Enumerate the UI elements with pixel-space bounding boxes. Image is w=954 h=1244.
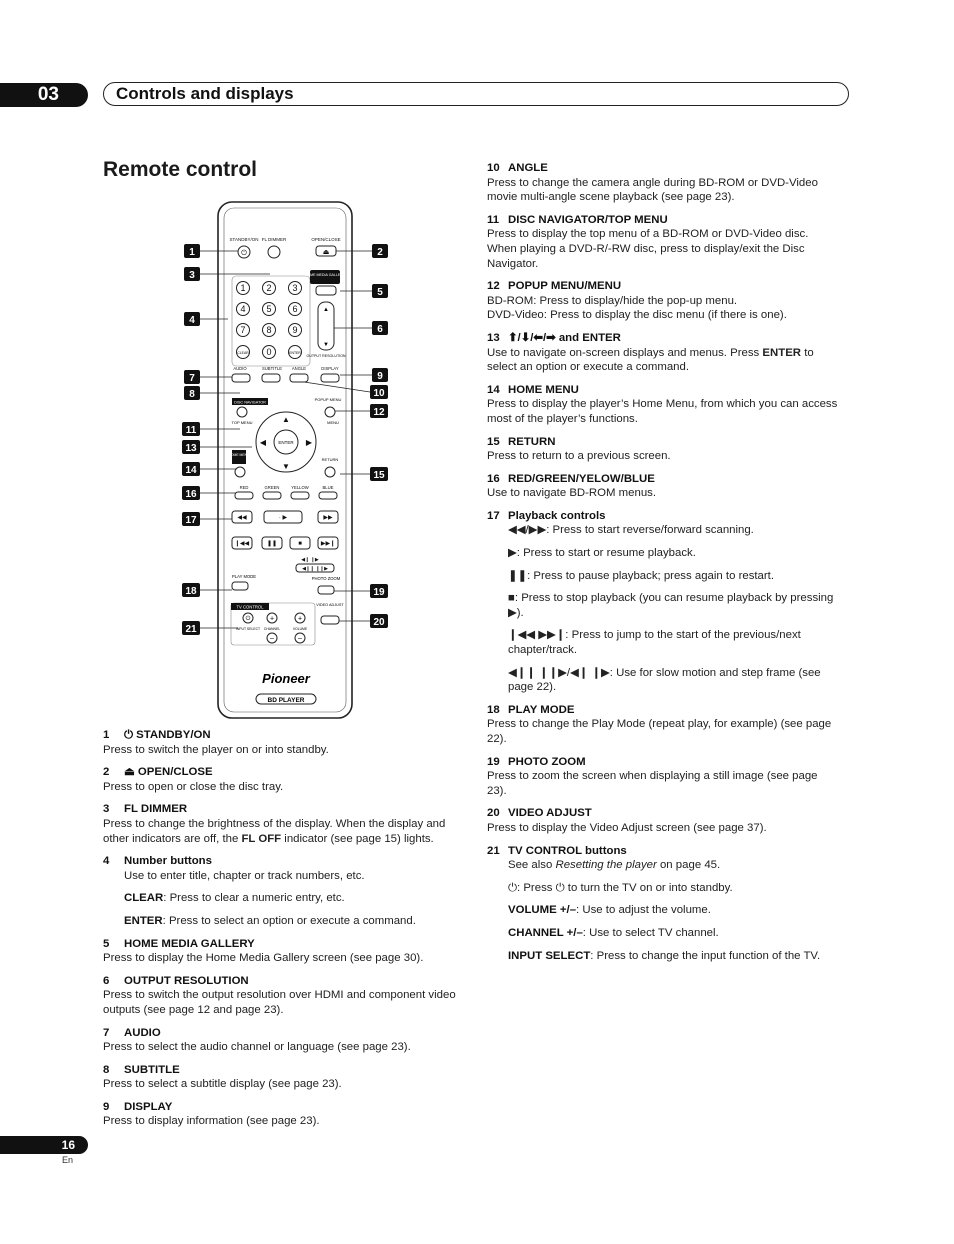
svg-text:ANGLE: ANGLE <box>291 366 307 371</box>
svg-text:▶▶: ▶▶ <box>323 515 333 521</box>
callout-7 <box>184 370 200 384</box>
svg-text:◀❙❙ ❙❙▶: ◀❙❙ ❙❙▶ <box>302 566 328 572</box>
svg-text:2: 2 <box>377 247 383 258</box>
home-media-gallery-label: HOME MEDIA GALLERY <box>304 273 346 277</box>
svg-text:HOME MENU: HOME MENU <box>228 453 250 457</box>
callout-11 <box>182 422 200 436</box>
svg-text:20: 20 <box>373 617 385 628</box>
svg-text:▼: ▼ <box>323 342 329 348</box>
svg-text:⏻: ⏻ <box>241 250 247 257</box>
entry-21: 21 TV CONTROL buttons See also Resetting the player on page 45. ⏻: Press ⏻ to turn the TV on or into standby. VOLUME +/–: Use to adjust the volume. CHANNEL +/–: Use to select TV channel. INPUT SELECT: Press to change the input function of the TV. <box>487 844 821 962</box>
svg-text:6: 6 <box>377 324 383 335</box>
svg-text:RED: RED <box>239 485 249 490</box>
svg-text:21: 21 <box>185 624 197 635</box>
callout-15 <box>370 467 388 481</box>
blue-button <box>319 492 337 499</box>
svg-text:7: 7 <box>240 325 246 335</box>
svg-text:5: 5 <box>377 287 383 298</box>
audio-button <box>232 374 250 382</box>
svg-text:–: – <box>270 635 274 643</box>
svg-text:16: 16 <box>185 489 197 500</box>
svg-text:PHOTO ZOOM: PHOTO ZOOM <box>311 576 341 581</box>
svg-text:4: 4 <box>189 315 195 326</box>
callout-6 <box>372 321 388 335</box>
svg-text:+: + <box>269 615 275 623</box>
entry-15: 15 RETURN Press to return to a previous screen. <box>487 435 671 463</box>
callout-20 <box>370 614 388 628</box>
entry-14: 14 HOME MENU Press to display the player’s Home Menu, from which you can access most of the player’s functions. <box>487 383 838 425</box>
svg-text:⏏: ⏏ <box>322 249 330 256</box>
entry-16: 16 RED/GREEN/YELOW/BLUE Use to navigate BD-ROM menus. <box>487 472 657 500</box>
yellow-button <box>291 492 309 499</box>
svg-text:▶▶❙: ▶▶❙ <box>320 541 336 547</box>
svg-text:VIDEO ADJUST: VIDEO ADJUST <box>316 603 344 607</box>
svg-text:–: – <box>298 635 302 643</box>
angle-button <box>290 374 308 382</box>
callout-16 <box>182 486 200 500</box>
svg-text:10: 10 <box>373 388 385 399</box>
fl-dimmer-button <box>268 246 280 258</box>
svg-text:8: 8 <box>189 389 195 400</box>
entry-12: 12 POPUP MENU/MENU BD-ROM: Press to display/hide the pop-up menu. DVD-Video: Press to display the disc menu (if there is one). <box>487 280 787 322</box>
entry-8: 8 SUBTITLE Press to select a subtitle display (see page 23). <box>103 1063 342 1091</box>
right-column <box>487 161 839 971</box>
callout-18 <box>182 583 200 597</box>
entry-17: 17 Playback controls ◀◀/▶▶: Press to start reverse/forward scanning. ▶: Press to start or resume playback. ❚❚: Press to pause playback; press again to restart. ■: Press to stop playback (you can resume playback by pressing ▶). ❙◀◀ ▶▶❙: Press to jump to the start of the previous/next chapter/track. ◀❙❙ ❙❙▶/◀❙ ❙▶: Use for slow motion and step frame (see page 22). <box>487 509 834 694</box>
play-mode-button <box>232 582 248 590</box>
svg-text:MENU: MENU <box>327 420 339 425</box>
callout-17 <box>182 512 200 526</box>
svg-text:■: ■ <box>298 541 302 547</box>
video-adjust-button <box>321 616 339 624</box>
svg-text:14: 14 <box>185 465 197 476</box>
svg-text:VOLUME: VOLUME <box>292 627 308 631</box>
entry-19: 19 PHOTO ZOOM Press to zoom the screen when displaying a still image (see page 23). <box>487 755 818 797</box>
svg-text:· ▶: · ▶ <box>278 515 288 521</box>
red-button <box>235 492 253 499</box>
language-code: En <box>62 1155 74 1165</box>
svg-text:⏻: ⏻ <box>245 616 251 622</box>
entry-20: 20 VIDEO ADJUST Press to display the Video Adjust screen (see page 37). <box>487 807 767 834</box>
svg-text:4: 4 <box>240 304 246 314</box>
callout-12 <box>370 404 388 418</box>
svg-text:19: 19 <box>373 587 385 598</box>
display-button <box>321 374 339 382</box>
svg-text:AUDIO: AUDIO <box>233 366 247 371</box>
svg-text:9: 9 <box>377 371 383 382</box>
callout-3 <box>184 267 200 281</box>
callout-1 <box>184 244 200 258</box>
svg-text:1: 1 <box>240 283 246 293</box>
entry-3: 3 FL DIMMER Press to change the brightness of the display. When the display and other indicators are off, the FL OFF indicator (see page 15) lights. <box>103 803 446 845</box>
top-menu-button <box>237 407 247 417</box>
svg-text:RETURN: RETURN <box>321 457 339 462</box>
home-media-gallery-button <box>316 286 336 295</box>
chapter-number: 03 <box>0 83 88 107</box>
callout-14 <box>182 462 200 476</box>
svg-text:BLUE: BLUE <box>322 485 334 490</box>
svg-text:15: 15 <box>373 470 385 481</box>
svg-text:0: 0 <box>266 347 272 357</box>
callout-2 <box>372 244 388 258</box>
svg-text:❙◀◀: ❙◀◀ <box>234 541 250 547</box>
green-button <box>263 492 281 499</box>
svg-text:❚❚: ❚❚ <box>266 541 278 547</box>
svg-text:◀: ◀ <box>259 438 267 447</box>
svg-text:BD PLAYER: BD PLAYER <box>267 697 305 704</box>
remote-control-illustration <box>180 200 400 720</box>
open-close-label: OPEN/CLOSE <box>311 237 341 242</box>
svg-text:◀◀: ◀◀ <box>237 515 247 521</box>
entry-2: 2 ⏏ OPEN/CLOSE Press to open or close the disc tray. <box>103 766 284 793</box>
entry-18: 18 PLAY MODE Press to change the Play Mode (repeat play, for example) (see page 22). <box>487 703 832 745</box>
entry-6: 6 OUTPUT RESOLUTION Press to switch the output resolution over HDMI and component video outputs (see page 12 and page 23). <box>103 974 456 1016</box>
page-number: 16 <box>0 1136 88 1154</box>
svg-text:SUBTITLE: SUBTITLE <box>261 366 283 371</box>
svg-text:DISC NAVIGATOR: DISC NAVIGATOR <box>234 400 266 405</box>
svg-text:8: 8 <box>266 325 272 335</box>
svg-text:ENTER: ENTER <box>278 440 294 445</box>
svg-text:12: 12 <box>373 407 385 418</box>
output-resolution-label: OUTPUT RESOLUTION <box>306 354 346 358</box>
svg-text:▲: ▲ <box>323 307 329 313</box>
svg-text:9: 9 <box>292 325 298 335</box>
svg-text:CLEAR: CLEAR <box>237 351 249 355</box>
page-title: Remote control <box>103 158 258 181</box>
entry-4: 4 Number buttons Use to enter title, chapter or track numbers, etc. CLEAR: Press to clear a numeric entry, etc. ENTER: Press to select an option or execute a command. <box>103 855 416 927</box>
svg-text:1: 1 <box>189 247 195 258</box>
svg-text:INPUT SELECT: INPUT SELECT <box>235 627 261 631</box>
entry-13: 13 ⬆/⬇/⬅/➡ and ENTER Use to navigate on-screen displays and menus. Press ENTER to select an option or execute a command. <box>487 331 814 374</box>
callout-9 <box>372 368 388 382</box>
entry-9: 9 DISPLAY Press to display information (see page 23). <box>103 1100 320 1128</box>
svg-text:POPUP MENU: POPUP MENU <box>314 397 342 402</box>
svg-text:7: 7 <box>189 373 195 384</box>
entry-1: 1 ⏻ STANDBY/ON Press to switch the player on or into standby. <box>103 729 329 756</box>
svg-text:DISPLAY: DISPLAY <box>321 366 339 371</box>
callout-8 <box>184 386 200 400</box>
left-column <box>103 728 467 1137</box>
svg-text:GREEN: GREEN <box>264 485 280 490</box>
fl-dimmer-label: FL DIMMER <box>261 237 287 242</box>
popup-menu-button <box>325 407 335 417</box>
home-menu-button <box>235 467 245 477</box>
svg-text:18: 18 <box>185 586 197 597</box>
chapter-title: Controls and displays <box>116 84 294 103</box>
svg-text:3: 3 <box>292 283 298 293</box>
callout-10 <box>370 385 388 399</box>
svg-text:+: + <box>297 615 303 623</box>
svg-text:◀❙ ❙▶: ◀❙ ❙▶ <box>301 557 319 563</box>
svg-text:YELLOW: YELLOW <box>291 485 309 490</box>
svg-text:ENTER: ENTER <box>289 351 301 355</box>
svg-text:17: 17 <box>185 515 197 526</box>
svg-text:TOP MENU: TOP MENU <box>231 420 253 425</box>
svg-text:▶: ▶ <box>305 438 313 447</box>
svg-text:CHANNEL: CHANNEL <box>263 627 281 631</box>
callout-5 <box>372 284 388 298</box>
svg-text:5: 5 <box>266 304 272 314</box>
svg-text:▼: ▼ <box>282 462 290 471</box>
pioneer-logo: Pioneer <box>262 671 310 686</box>
svg-text:TV CONTROL: TV CONTROL <box>236 604 264 610</box>
svg-text:6: 6 <box>292 304 298 314</box>
standby-label: STANDBY/ON <box>229 237 259 242</box>
callout-19 <box>370 584 388 598</box>
svg-text:13: 13 <box>185 443 197 454</box>
svg-text:PLAY MODE: PLAY MODE <box>231 574 257 579</box>
svg-text:2: 2 <box>266 283 272 293</box>
svg-text:3: 3 <box>189 270 195 281</box>
svg-text:11: 11 <box>185 425 197 436</box>
return-button <box>325 467 335 477</box>
svg-text:▲: ▲ <box>282 415 290 424</box>
entry-5: 5 HOME MEDIA GALLERY Press to display the Home Media Gallery screen (see page 30). <box>103 937 424 965</box>
entry-7: 7 AUDIO Press to select the audio channel or language (see page 23). <box>103 1026 411 1054</box>
subtitle-button <box>262 374 280 382</box>
callout-13 <box>182 440 200 454</box>
callout-4 <box>184 312 200 326</box>
entry-10: 10 ANGLE Press to change the camera angle during BD-ROM or DVD-Video movie multi-angle scene playback (see page 23). <box>487 162 818 204</box>
callout-21 <box>182 621 200 635</box>
photo-zoom-button <box>318 586 334 594</box>
entry-11: 11 DISC NAVIGATOR/TOP MENU Press to display the top menu of a BD-ROM or DVD-Video disc. When playing a DVD-R/-RW disc, press to display/exit the Disc Navigator. <box>487 213 809 270</box>
